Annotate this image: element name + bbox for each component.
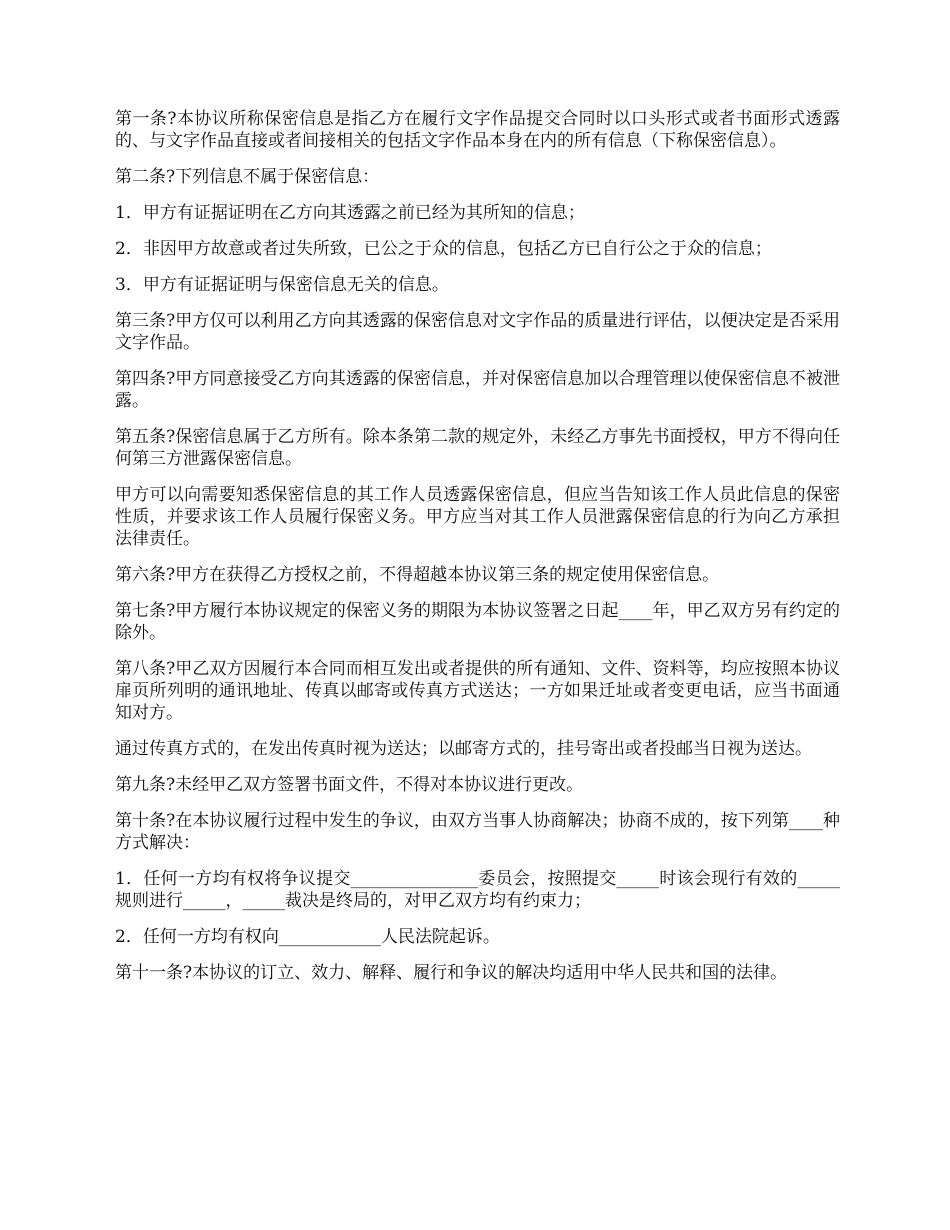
- clause-2: 第二条?下列信息不属于保密信息：: [115, 167, 380, 187]
- clause-10-item-2: 2．任何一方均有权向____________人民法院起诉。: [115, 927, 500, 947]
- document-body: [115, 108, 840, 998]
- clause-9: 第九条?未经甲乙双方签署书面文件，不得对本协议进行更改。: [115, 775, 584, 795]
- clause-2-item-2: 2．非因甲方故意或者过失所致，已公之于众的信息，包括乙方已自行公之于众的信息；: [115, 239, 772, 259]
- clause-8-para-2: 通过传真方式的，在发出传真时视为送达；以邮寄方式的，挂号寄出或者投邮当日视为送达。: [115, 739, 812, 759]
- clause-6: 第六条?甲方在获得乙方授权之前，不得超越本协议第三条的规定使用保密信息。: [115, 565, 720, 585]
- clause-10-item-1: 1．任何一方均有权将争议提交_______________委员会，按照提交_____时该会现行有效的_____规则进行_____，_____裁决是终局的，对甲乙双方均有约束力；: [115, 869, 840, 911]
- clause-8: 第八条?甲乙双方因履行本合同而相互发出或者提供的所有通知、文件、资料等，均应按照本协议扉页所列明的通讯地址、传真以邮寄或传真方式送达；一方如果迁址或者变更电话，应当书面通知对方。: [115, 659, 840, 723]
- clause-5: 第五条?保密信息属于乙方所有。除本条第二款的规定外，未经乙方事先书面授权，甲方不得向任何第三方泄露保密信息。: [115, 427, 840, 469]
- clause-4: 第四条?甲方同意接受乙方向其透露的保密信息，并对保密信息加以合理管理以使保密信息不被泄露。: [115, 369, 840, 411]
- clause-1: 第一条?本协议所称保密信息是指乙方在履行文字作品提交合同时以口头形式或者书面形式透露的、与文字作品直接或者间接相关的包括文字作品本身在内的所有信息（下称保密信息）。: [115, 109, 840, 151]
- clause-5-para-2: 甲方可以向需要知悉保密信息的其工作人员透露保密信息，但应当告知该工作人员此信息的保密性质，并要求该工作人员履行保密义务。甲方应当对其工作人员泄露保密信息的行为向乙方承担法律责任。: [115, 485, 840, 549]
- clause-3: 第三条?甲方仅可以利用乙方向其透露的保密信息对文字作品的质量进行评估，以便决定是否采用文字作品。: [115, 311, 840, 353]
- clause-10: 第十条?在本协议履行过程中发生的争议，由双方当事人协商解决；协商不成的，按下列第____种方式解决：: [115, 811, 840, 853]
- clause-2-item-3: 3．甲方有证据证明与保密信息无关的信息。: [115, 275, 449, 295]
- clause-7: 第七条?甲方履行本协议规定的保密义务的期限为本协议签署之日起____年，甲乙双方另有约定的除外。: [115, 601, 840, 643]
- clause-11: 第十一条?本协议的订立、效力、解释、履行和争议的解决均适用中华人民共和国的法律。: [115, 963, 788, 983]
- clause-2-item-1: 1．甲方有证据证明在乙方向其透露之前已经为其所知的信息；: [115, 203, 585, 223]
